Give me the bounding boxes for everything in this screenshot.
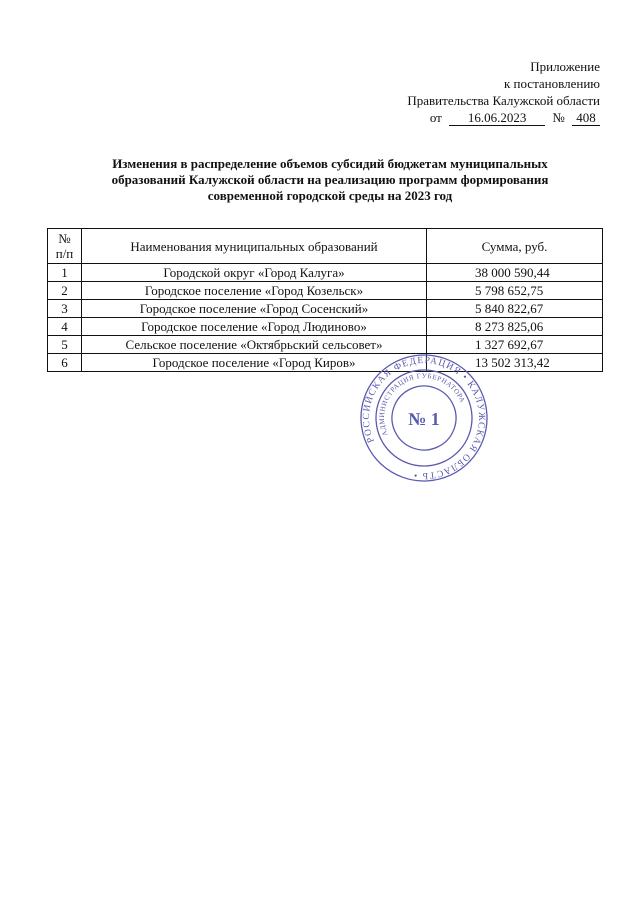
- title-line-1: Изменения в распределение объемов субсидий бюджетам муниципальных: [112, 156, 548, 171]
- decree-number: 408: [572, 111, 600, 126]
- row-sum: 38 000 590,44: [427, 264, 603, 282]
- row-sum: 5 798 652,75: [427, 282, 603, 300]
- official-seal: [358, 352, 490, 484]
- document-title: [60, 156, 600, 204]
- row-sum: 8 273 825,06: [427, 318, 603, 336]
- seal-outer-text: РОССИЙСКАЯ ФЕДЕРАЦИЯ • КАЛУЖСКАЯ ОБЛАСТЬ •: [361, 355, 487, 481]
- subsidy-table: [47, 228, 603, 372]
- row-number: 1: [48, 264, 82, 282]
- table-row: [48, 318, 603, 336]
- title-line-2: образований Калужской области на реализацию программ формирования: [111, 172, 549, 187]
- table-row: [48, 282, 603, 300]
- header-number-pp: п/п: [55, 246, 74, 261]
- header-municipality: Наименования муниципальных образований: [82, 229, 427, 264]
- seal-center-number: № 1: [408, 409, 440, 429]
- row-sum: 5 840 822,67: [427, 300, 603, 318]
- row-municipality: Городское поселение «Город Людиново»: [82, 318, 427, 336]
- row-municipality: Городское поселение «Город Киров»: [82, 354, 427, 372]
- appendix-title: Приложение: [530, 59, 600, 74]
- row-number: 6: [48, 354, 82, 372]
- row-municipality: Сельское поселение «Октябрьский сельсовет»: [82, 336, 427, 354]
- header-number: [48, 229, 82, 264]
- row-municipality: Городское поселение «Город Козельск»: [82, 282, 427, 300]
- seal-inner-text: АДМИНИСТРАЦИЯ ГУБЕРНАТОРА: [377, 371, 467, 438]
- header-number-symbol: №: [58, 231, 71, 246]
- table-row: [48, 354, 603, 372]
- row-sum: 13 502 313,42: [427, 354, 603, 372]
- appendix-date-line: [407, 109, 600, 126]
- table-row: [48, 300, 603, 318]
- appendix-subtitle: к постановлению: [503, 76, 600, 91]
- table-row: [48, 264, 603, 282]
- from-label: от: [429, 110, 442, 125]
- row-number: 2: [48, 282, 82, 300]
- table-header-row: [48, 229, 603, 264]
- row-sum: 1 327 692,67: [427, 336, 603, 354]
- table-row: [48, 336, 603, 354]
- row-number: 5: [48, 336, 82, 354]
- seal-graphic: [358, 352, 490, 484]
- row-municipality: Городское поселение «Город Сосенский»: [82, 300, 427, 318]
- number-label: №: [552, 110, 565, 125]
- title-line-3: современной городской среды на 2023 год: [207, 188, 453, 203]
- row-municipality: Городской округ «Город Калуга»: [82, 264, 427, 282]
- row-number: 3: [48, 300, 82, 318]
- row-number: 4: [48, 318, 82, 336]
- appendix-authority: Правительства Калужской области: [407, 93, 600, 108]
- appendix-block: [407, 58, 600, 126]
- decree-date: 16.06.2023: [449, 111, 545, 126]
- header-sum: Сумма, руб.: [427, 229, 603, 264]
